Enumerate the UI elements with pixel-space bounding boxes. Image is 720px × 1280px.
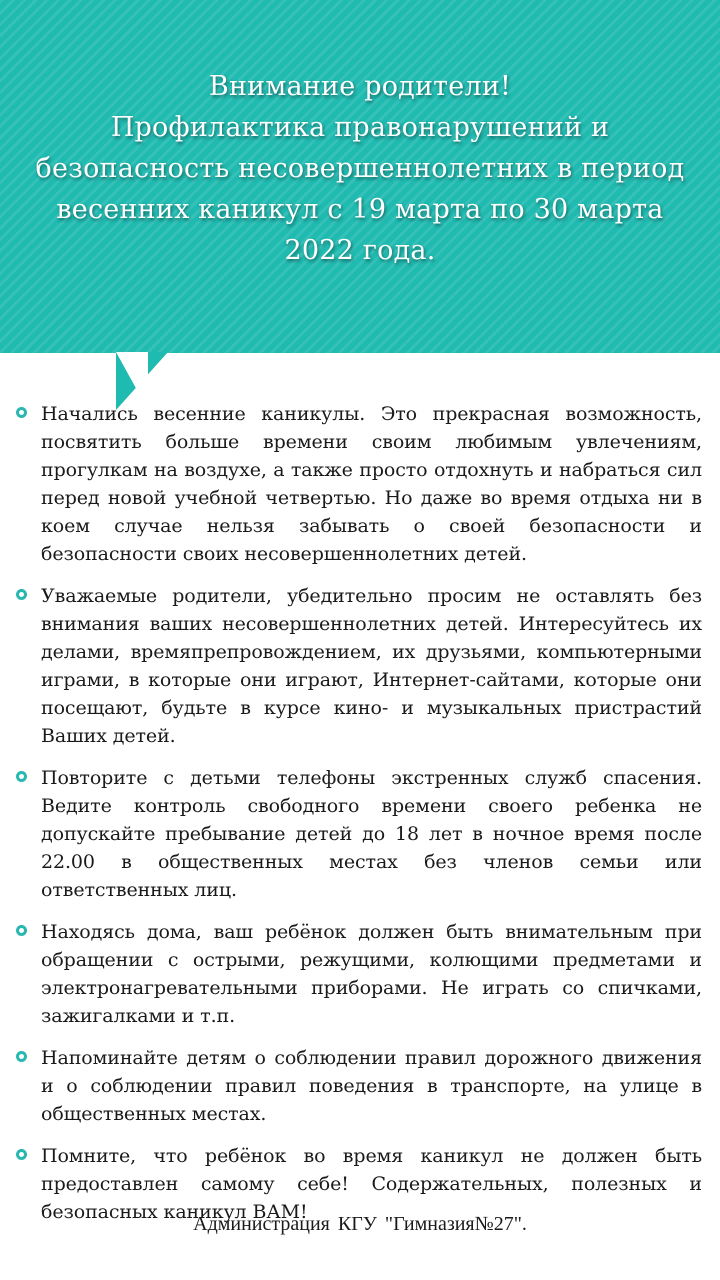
list-item-text: Напоминайте детям о соблюдении правил дорожного движения и о соблюдении правил поведения в транспорте, на улице в общественных местах. bbox=[41, 1047, 702, 1125]
ring-bullet-icon bbox=[16, 925, 27, 936]
list-item-text: Начались весенние каникулы. Это прекрасная возможность, посвятить больше времени своим любимым увлечениям, прогулкам на воздухе, а также просто отдохнуть и набраться сил перед новой учебной четвертью. Но даже во время отдыха ни в коем случае нельзя забывать о своей безопасности и безопасности своих несовершеннолетних детей. bbox=[41, 403, 702, 565]
list-item bbox=[14, 918, 702, 1030]
title-line: безопасность несовершеннолетних в период bbox=[35, 153, 685, 184]
list-item bbox=[14, 582, 702, 750]
list-item-text: Помните, что ребёнок во время каникул не должен быть предоставлен самому себе! Содержательных, полезных и безопасных каникул ВАМ! bbox=[41, 1145, 702, 1223]
ring-bullet-icon bbox=[16, 771, 27, 782]
page-title bbox=[20, 66, 700, 271]
advice-list bbox=[14, 400, 702, 1240]
list-item bbox=[14, 1044, 702, 1128]
title-line: Внимание родители! bbox=[208, 71, 512, 102]
list-item-text: Уважаемые родители, убедительно просим не оставлять без внимания ваших несовершеннолетних детей. Интересуйтесь их делами, времяпрепровождением, их друзьями, компьютерными играми, в которые они играют, Интернет-сайтами, которые они посещают, будьте в курсе кино- и музыкальных пристрастий Ваших детей. bbox=[41, 585, 702, 747]
ring-bullet-icon bbox=[16, 407, 27, 418]
ring-bullet-icon bbox=[16, 589, 27, 600]
ring-bullet-icon bbox=[16, 1051, 27, 1062]
list-item bbox=[14, 764, 702, 904]
ring-bullet-icon bbox=[16, 1149, 27, 1160]
list-item bbox=[14, 400, 702, 568]
title-line: Профилактика правонарушений и bbox=[110, 112, 610, 143]
signature: Администрация КГУ "Гимназия№27". bbox=[193, 1213, 527, 1235]
list-item-text: Повторите с детьми телефоны экстренных служб спасения. Ведите контроль свободного времени своего ребенка не допускайте пребывание детей до 18 лет в ночное время после 22.00 в общественных местах без членов семьи или ответственных лиц. bbox=[41, 767, 702, 901]
title-line: весенних каникул с 19 марта по 30 марта bbox=[56, 194, 664, 225]
list-item-text: Находясь дома, ваш ребёнок должен быть внимательным при обращении с острыми, режущими, колющими предметами и электронагревательными приборами. Не играть со спичками, зажигалками и т.п. bbox=[41, 921, 702, 1027]
title-line: 2022 года. bbox=[284, 235, 436, 266]
